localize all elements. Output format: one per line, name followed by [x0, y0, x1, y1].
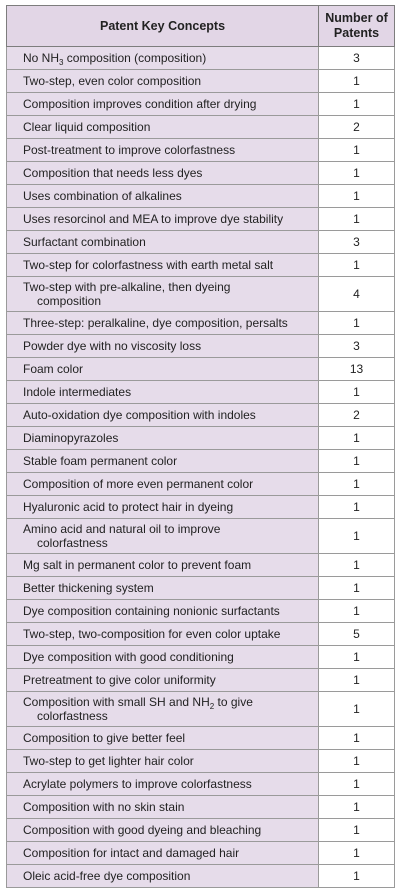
concept-cell: Composition with no skin stain [7, 796, 319, 819]
count-cell: 2 [319, 116, 395, 139]
table-row [7, 554, 395, 577]
concept-cell: Auto-oxidation dye composition with indoles [7, 404, 319, 427]
count-cell: 1 [319, 646, 395, 669]
table-body [7, 47, 395, 888]
count-cell: 1 [319, 727, 395, 750]
table-row [7, 450, 395, 473]
concept-cell: Indole intermediates [7, 381, 319, 404]
table-row [7, 773, 395, 796]
count-cell: 3 [319, 47, 395, 70]
table-row [7, 139, 395, 162]
concept-cell: Dye composition with good conditioning [7, 646, 319, 669]
concept-cell: Dye composition containing nonionic surfactants [7, 600, 319, 623]
count-cell: 1 [319, 773, 395, 796]
table-row [7, 796, 395, 819]
table-row [7, 577, 395, 600]
count-cell: 2 [319, 404, 395, 427]
concept-cell [7, 519, 319, 554]
table-row [7, 93, 395, 116]
count-cell: 1 [319, 185, 395, 208]
concept-cell: Uses resorcinol and MEA to improve dye stability [7, 208, 319, 231]
concept-cell: Two-step, even color composition [7, 70, 319, 93]
count-cell: 1 [319, 692, 395, 727]
concept-cell: Two-step to get lighter hair color [7, 750, 319, 773]
table-row [7, 185, 395, 208]
concept-cell: Composition with good dyeing and bleaching [7, 819, 319, 842]
table-row [7, 427, 395, 450]
count-cell: 1 [319, 577, 395, 600]
table-row [7, 865, 395, 888]
count-cell: 1 [319, 70, 395, 93]
table-row [7, 819, 395, 842]
count-cell: 1 [319, 600, 395, 623]
concept-cell: Acrylate polymers to improve colorfastness [7, 773, 319, 796]
header-count-line1: Number of [325, 11, 388, 25]
subscript: 2 [209, 702, 215, 711]
concept-cell: Composition for intact and damaged hair [7, 842, 319, 865]
concept-cell: Composition to give better feel [7, 727, 319, 750]
header-number-of-patents [319, 6, 395, 47]
concept-cell: Hyaluronic acid to protect hair in dyeing [7, 496, 319, 519]
concept-text: No NH [23, 51, 60, 65]
count-cell: 1 [319, 750, 395, 773]
count-cell: 1 [319, 554, 395, 577]
concept-cell: Two-step, two-composition for even color uptake [7, 623, 319, 646]
concept-text-continued: composition [37, 294, 102, 308]
table-row [7, 208, 395, 231]
table-row [7, 750, 395, 773]
concept-text: to give [214, 695, 253, 709]
count-cell: 1 [319, 796, 395, 819]
table-row [7, 623, 395, 646]
concept-cell [7, 47, 319, 70]
header-patent-key-concepts: Patent Key Concepts [7, 6, 319, 47]
concept-cell: Clear liquid composition [7, 116, 319, 139]
concept-cell: Better thickening system [7, 577, 319, 600]
concept-cell: Composition improves condition after drying [7, 93, 319, 116]
table-row [7, 381, 395, 404]
table-row [7, 277, 395, 312]
table-row [7, 70, 395, 93]
count-cell: 1 [319, 381, 395, 404]
table-row [7, 47, 395, 70]
table-row [7, 646, 395, 669]
concept-cell [7, 277, 319, 312]
count-cell: 3 [319, 335, 395, 358]
concept-cell [7, 692, 319, 727]
table-row [7, 335, 395, 358]
subscript: 3 [59, 58, 64, 67]
count-cell: 1 [319, 519, 395, 554]
table-row [7, 692, 395, 727]
table-row [7, 669, 395, 692]
table-row [7, 312, 395, 335]
count-cell: 1 [319, 865, 395, 888]
concept-cell: Foam color [7, 358, 319, 381]
count-cell: 5 [319, 623, 395, 646]
table-row [7, 231, 395, 254]
count-cell: 1 [319, 93, 395, 116]
count-cell: 4 [319, 277, 395, 312]
count-cell: 13 [319, 358, 395, 381]
concept-cell: Stable foam permanent color [7, 450, 319, 473]
concept-text: Two-step with pre-alkaline, then dyeing [23, 280, 231, 294]
count-cell: 1 [319, 669, 395, 692]
concept-cell: Post-treatment to improve colorfastness [7, 139, 319, 162]
table-row [7, 473, 395, 496]
table-row [7, 600, 395, 623]
count-cell: 1 [319, 312, 395, 335]
table-row [7, 162, 395, 185]
count-cell: 1 [319, 162, 395, 185]
table-row [7, 404, 395, 427]
concept-cell: Uses combination of alkalines [7, 185, 319, 208]
concept-cell: Oleic acid-free dye composition [7, 865, 319, 888]
patent-key-concepts-table [6, 5, 395, 888]
concept-cell: Powder dye with no viscosity loss [7, 335, 319, 358]
count-cell: 1 [319, 208, 395, 231]
count-cell: 3 [319, 231, 395, 254]
concept-text-continued: colorfastness [37, 536, 108, 550]
concept-cell: Pretreatment to give color uniformity [7, 669, 319, 692]
table-row [7, 254, 395, 277]
concept-cell: Surfactant combination [7, 231, 319, 254]
concept-cell: Composition that needs less dyes [7, 162, 319, 185]
count-cell: 1 [319, 496, 395, 519]
concept-cell: Mg salt in permanent color to prevent foam [7, 554, 319, 577]
table-row [7, 727, 395, 750]
count-cell: 1 [319, 427, 395, 450]
concept-text: composition (composition) [63, 51, 207, 65]
count-cell: 1 [319, 139, 395, 162]
concept-cell: Two-step for colorfastness with earth metal salt [7, 254, 319, 277]
count-cell: 1 [319, 473, 395, 496]
count-cell: 1 [319, 819, 395, 842]
table-row [7, 116, 395, 139]
table-row [7, 519, 395, 554]
concept-cell: Three-step: peralkaline, dye composition, persalts [7, 312, 319, 335]
concept-text: Amino acid and natural oil to improve [23, 522, 221, 536]
header-count-line2: Patents [333, 26, 380, 40]
concept-cell: Composition of more even permanent color [7, 473, 319, 496]
table-row [7, 842, 395, 865]
concept-text: Composition with small SH and NH [23, 695, 210, 709]
table-row [7, 358, 395, 381]
table-row [7, 496, 395, 519]
table-header-row [7, 6, 395, 47]
count-cell: 1 [319, 254, 395, 277]
count-cell: 1 [319, 842, 395, 865]
concept-text-continued: colorfastness [37, 709, 108, 723]
count-cell: 1 [319, 450, 395, 473]
concept-cell: Diaminopyrazoles [7, 427, 319, 450]
